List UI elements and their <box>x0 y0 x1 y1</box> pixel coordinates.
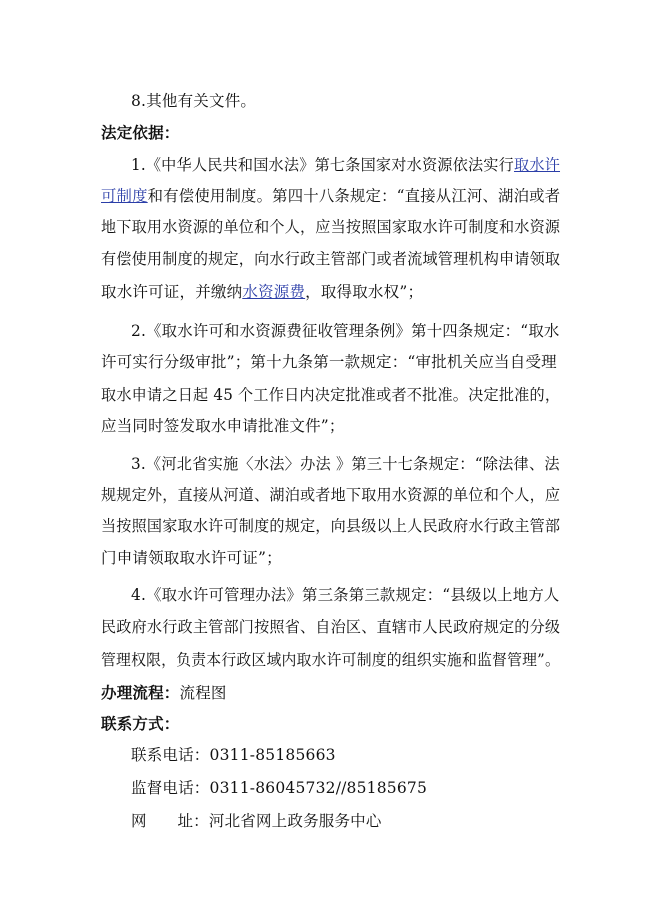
supervise-phone-label: 监督电话： <box>131 779 210 797</box>
supervise-phone-value: 0311-86045732//85185675 <box>209 779 428 797</box>
legal-item-1-line-5: 取水许可证，并缴纳水资源费，取得取水权”； <box>101 283 424 301</box>
process-value: 流程图 <box>179 684 227 702</box>
legal-item-4-line-2: 民政府水行政主管部门按照省、自治区、直辖市人民政府规定的分级 <box>101 618 561 636</box>
legal-item-3-line-1: 3.《河北省实施〈水法〉办法 》第三十七条规定：“除法律、法 <box>131 455 560 473</box>
legal-item-2-line-1: 2.《取水许可和水资源费征收管理条例》第十四条规定：“取水 <box>131 322 560 340</box>
contact-phone-value: 0311-85185663 <box>209 746 336 764</box>
water-permit-link-cont[interactable]: 可制度 <box>101 187 148 205</box>
legal-item-3-line-2: 规规定外，直接从河道、湖泊或者地下取用水资源的单位和个人，应 <box>101 486 561 504</box>
website-value: 河北省网上政务服务中心 <box>208 812 382 830</box>
contact-phone-row <box>131 744 336 766</box>
contact-phone-label: 联系电话： <box>131 746 210 764</box>
legal-basis-heading: 法定依据： <box>101 124 180 142</box>
legal-item-4-line-1: 4.《取水许可管理办法》第三条第三款规定：“县级以上地方人 <box>131 586 560 604</box>
process-heading: 办理流程： <box>101 684 180 702</box>
other-docs-item: 8.其他有关文件。 <box>131 92 257 110</box>
legal-item-2-line-3: 取水申请之日起 45 个工作日内决定批准或者不批准。决定批准的， <box>101 386 561 404</box>
legal-item-1-line-2: 可制度和有偿使用制度。第四十八条规定：“直接从江河、湖泊或者 <box>101 187 561 205</box>
website-row <box>131 810 382 832</box>
legal-item-2-line-4: 应当同时签发取水申请批准文件”； <box>101 417 345 435</box>
website-label: 网 址： <box>131 812 209 830</box>
contact-heading: 联系方式： <box>101 715 180 733</box>
legal-item-1-line-3: 地下取用水资源的单位和个人，应当按照国家取水许可制度和水资源 <box>101 218 561 236</box>
water-fee-link[interactable]: 水资源费 <box>242 283 306 301</box>
supervise-phone-row <box>131 777 427 799</box>
legal-item-3-line-3: 当按照国家取水许可制度的规定，向县级以上人民政府水行政主管部 <box>101 517 561 535</box>
legal-item-3-line-4: 门申请领取取水许可证”； <box>101 549 282 567</box>
legal-item-4-line-3: 管理权限，负责本行政区域内取水许可制度的组织实施和监督管理”。 <box>101 651 561 669</box>
legal-item-2-line-2: 许可实行分级审批”；第十九条第一款规定：“审批机关应当自受理 <box>101 353 557 371</box>
water-permit-link[interactable]: 取水许 <box>513 156 561 174</box>
legal-item-1-line-4: 有偿使用制度的规定，向水行政主管部门或者流域管理机构申请领取 <box>101 250 561 268</box>
legal-item-1-line-1: 1.《中华人民共和国水法》第七条国家对水资源依法实行取水许 <box>131 156 561 174</box>
process-row <box>101 682 227 704</box>
